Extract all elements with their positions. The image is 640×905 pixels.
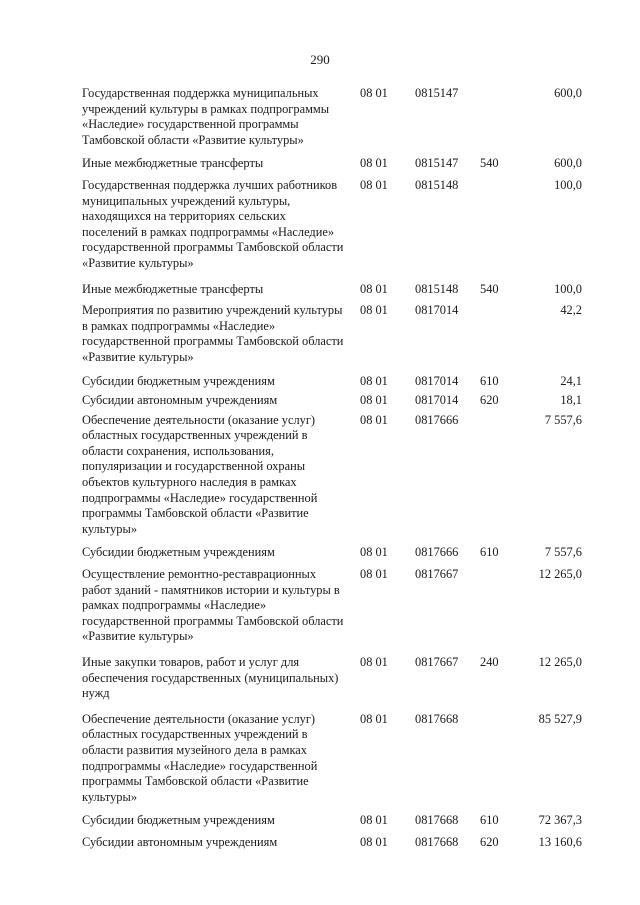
row-section-code: 08 01 bbox=[360, 281, 388, 296]
row-target-code: 0815147 bbox=[415, 156, 459, 171]
row-amount: 600,0 bbox=[554, 86, 582, 100]
row-target-code: 0817014 bbox=[415, 373, 459, 388]
row-amount: 24,1 bbox=[560, 373, 582, 388]
row-target-code: 0817668 bbox=[415, 834, 459, 849]
row-section-code: 08 01 bbox=[360, 373, 388, 388]
table-row bbox=[82, 567, 582, 645]
table-row bbox=[82, 156, 582, 172]
row-amount: 12 265,0 bbox=[538, 567, 582, 582]
table-row bbox=[82, 813, 582, 829]
row-section-code: 08 01 bbox=[360, 567, 388, 582]
row-description: Иные межбюджетные трансферты bbox=[82, 156, 264, 171]
row-description: Субсидии бюджетным учреждениям bbox=[82, 545, 275, 560]
row-description: Субсидии бюджетным учреждениям bbox=[82, 813, 275, 828]
table-row bbox=[82, 86, 582, 148]
table-row bbox=[82, 393, 582, 409]
table-row bbox=[82, 835, 582, 851]
row-expense-type: 620 bbox=[480, 393, 499, 408]
table-row bbox=[82, 655, 582, 702]
row-description: Государственная поддержка муниципальных учреждений культуры в рамках подпрограммы «Наследие» государственной программы Тамбовской области «Развитие культуры» bbox=[82, 86, 330, 147]
table-row bbox=[82, 545, 582, 561]
row-description: Мероприятия по развитию учреждений культуры в рамках подпрограммы «Наследие» государственной программы Тамбовской области «Развитие культуры» bbox=[82, 303, 344, 364]
row-target-code: 0817668 bbox=[415, 813, 459, 828]
row-target-code: 0817667 bbox=[415, 567, 459, 582]
row-amount: 100,0 bbox=[554, 281, 582, 296]
row-section-code: 08 01 bbox=[360, 834, 388, 849]
row-amount: 85 527,9 bbox=[538, 711, 582, 726]
row-target-code: 0815147 bbox=[415, 86, 459, 100]
row-description: Осуществление ремонтно-реставрационных работ зданий - памятников истории и культуры в рамках подпрограммы «Наследие» государственной программы Тамбовской области «Развитие культуры» bbox=[82, 567, 344, 644]
row-section-code: 08 01 bbox=[360, 813, 388, 828]
row-amount: 13 160,6 bbox=[538, 834, 582, 849]
row-description: Субсидии автономным учреждениям bbox=[82, 393, 278, 408]
row-expense-type: 610 bbox=[480, 373, 499, 388]
row-section-code: 08 01 bbox=[360, 412, 388, 427]
row-description: Обеспечение деятельности (оказание услуг) областных государственных учреждений в области развития музейного дела в рамках подпрограммы «Наследие» государственной программы Тамбовской области «Развитие культуры» bbox=[82, 711, 318, 804]
row-expense-type: 540 bbox=[480, 281, 499, 296]
row-target-code: 0817666 bbox=[415, 545, 459, 560]
table-row bbox=[82, 413, 582, 538]
row-target-code: 0815148 bbox=[415, 281, 459, 296]
row-target-code: 0817014 bbox=[415, 303, 459, 318]
row-description: Обеспечение деятельности (оказание услуг) областных государственных учреждений в области сохранения, использования, популяризации и государственной охраны объектов культурного наследия в рамках подпрограммы «Наследие» государственной программы Тамбовской области «Развитие культуры» bbox=[82, 412, 318, 536]
row-section-code: 08 01 bbox=[360, 711, 388, 726]
row-expense-type: 610 bbox=[480, 813, 499, 828]
row-amount: 7 557,6 bbox=[544, 545, 582, 560]
row-section-code: 08 01 bbox=[360, 156, 388, 171]
row-expense-type: 620 bbox=[480, 834, 499, 849]
row-description: Иные межбюджетные трансферты bbox=[82, 281, 264, 296]
row-section-code: 08 01 bbox=[360, 545, 388, 560]
row-target-code: 0817668 bbox=[415, 711, 459, 726]
row-section-code: 08 01 bbox=[360, 655, 388, 669]
row-expense-type: 240 bbox=[480, 655, 499, 669]
row-amount: 100,0 bbox=[554, 177, 582, 192]
row-target-code: 0817667 bbox=[415, 655, 459, 669]
row-amount: 7 557,6 bbox=[544, 412, 582, 427]
row-section-code: 08 01 bbox=[360, 86, 388, 100]
row-section-code: 08 01 bbox=[360, 303, 388, 318]
row-description: Субсидии бюджетным учреждениям bbox=[82, 373, 275, 388]
row-description: Субсидии автономным учреждениям bbox=[82, 834, 278, 849]
row-expense-type: 540 bbox=[480, 156, 499, 171]
row-amount: 600,0 bbox=[554, 156, 582, 171]
row-amount: 12 265,0 bbox=[538, 655, 582, 669]
table-row bbox=[82, 374, 582, 390]
row-target-code: 0815148 bbox=[415, 177, 459, 192]
page-number: 290 bbox=[310, 52, 330, 67]
row-section-code: 08 01 bbox=[360, 393, 388, 408]
row-expense-type: 610 bbox=[480, 545, 499, 560]
row-section-code: 08 01 bbox=[360, 177, 388, 192]
row-amount: 72 367,3 bbox=[538, 813, 582, 828]
row-description: Государственная поддержка лучших работников муниципальных учреждений культуры, находящихся на территориях сельских поселений в рамках подпрограммы «Наследие» государственной программы Тамбовской области «Развитие культуры» bbox=[82, 177, 344, 270]
row-amount: 42,2 bbox=[560, 303, 582, 318]
row-description: Иные закупки товаров, работ и услуг для обеспечения государственных (муниципальных) нужд bbox=[82, 655, 339, 701]
table-row bbox=[82, 712, 582, 806]
table-row bbox=[82, 178, 582, 272]
table-row bbox=[82, 282, 582, 298]
row-target-code: 0817014 bbox=[415, 393, 459, 408]
budget-table bbox=[82, 86, 582, 851]
table-row bbox=[82, 303, 582, 365]
row-target-code: 0817666 bbox=[415, 412, 459, 427]
row-amount: 18,1 bbox=[560, 393, 582, 408]
